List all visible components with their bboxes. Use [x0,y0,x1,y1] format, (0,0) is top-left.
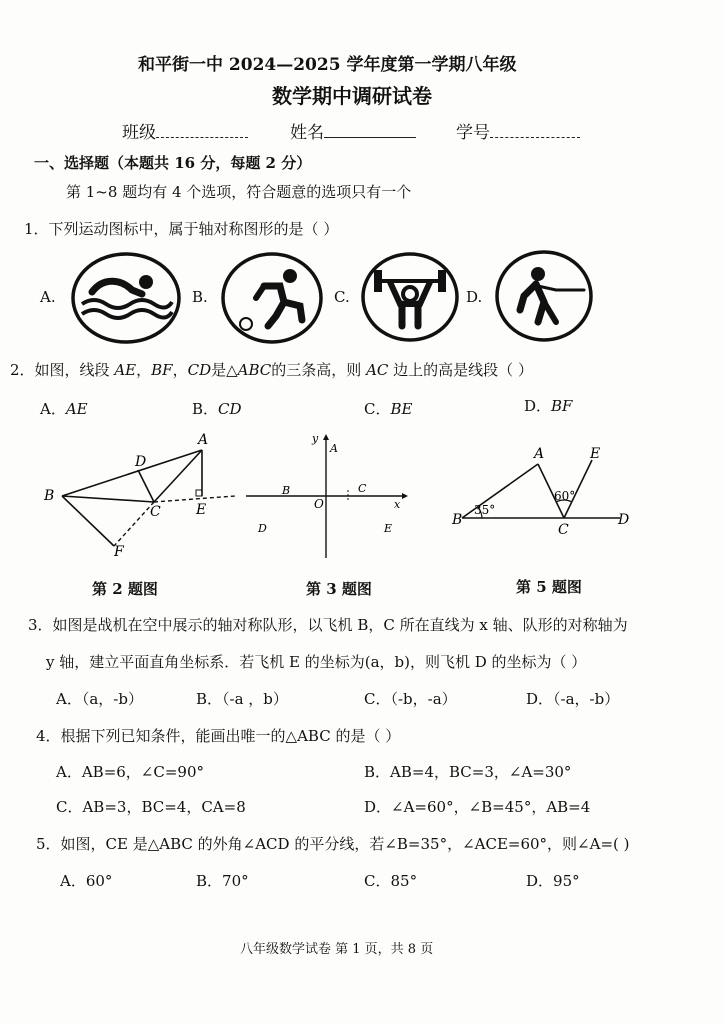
figure-3-caption: 第 3 题图 [306,580,372,598]
fig3-label-c: C [358,482,367,495]
q4-option-d: D．∠A=60°，∠B=45°，AB=4 [364,798,591,816]
class-field [122,118,248,143]
swimming-icon [70,252,182,344]
q2-stem-mid: 是△ [211,361,238,379]
fig3-label-e: E [384,522,393,535]
q4-option-c: C．AB=3，BC=4，CA=8 [56,798,246,816]
q2-seg-ae: AE [114,361,137,379]
q5-option-c: C．85° [364,872,418,890]
fig3-label-y: y [312,432,319,445]
id-blank [490,121,580,138]
fig2-label-f: F [114,544,124,560]
q2-seg-ac: AC [366,361,389,379]
fig2-label-e: E [196,502,207,518]
figure-5-diagram [452,446,642,546]
q2-seg-bf: BF [151,361,173,379]
fig2-label-a: A [198,432,209,448]
q2-option-c: C．BE [364,400,413,418]
figure-2-caption: 第 2 题图 [92,580,158,598]
figure-3-diagram [238,428,418,568]
q3-option-a: A．（a，-b） [56,690,143,708]
fig2-label-d: D [135,454,147,470]
name-blank [324,121,416,138]
q3-option-d: D．（-a，-b） [526,690,620,708]
fig3-label-a: A [330,442,338,455]
q3-option-b: B．（-a ，b） [196,690,288,708]
q5-option-a: A．60° [60,872,113,890]
fig5-label-a: A [534,446,545,462]
name-label: 姓名 [290,123,324,143]
fig5-label-e: E [590,446,601,462]
figure-2-diagram [40,428,250,568]
exam-title-line2: 数学期中调研试卷 [272,84,432,108]
q2-option-b: B．CD [192,400,242,418]
q3-option-c: C．（-b，-a） [364,690,457,708]
q2-stem-mid2: 的三条高，则 [271,361,362,379]
q4-option-a: A．AB=6，∠C=90° [56,763,205,781]
class-label: 班级 [122,123,156,143]
q2-tri: ABC [237,361,272,379]
fig3-label-b: B [282,484,291,497]
id-label: 学号 [456,123,490,143]
q5-stem: 5．如图，CE 是△ABC 的外角∠ACD 的平分线，若∠B=35°，∠ACE=60°，则∠A=( ) [36,835,630,853]
fig2-label-c: C [150,504,161,520]
q2-option-d: D．BF [524,397,573,415]
fig3-label-o: O [314,497,324,511]
q3-line1: 3．如图是战机在空中展示的轴对称队形，以飞机 B，C 所在直线为 x 轴、队形的对称轴为 [28,616,628,634]
fig5-label-c: C [558,522,569,538]
q1-stem: 1．下列运动图标中，属于轴对称图形的是（ ） [24,220,339,238]
id-field [456,118,580,143]
q2-stem-post: 边上的高是线段（ ） [393,361,533,379]
class-blank [156,121,248,138]
q2-stem-pre: 2．如图，线段 [10,361,110,379]
q2-option-a: A．AE [40,400,88,418]
section1-heading: 一、选择题（本题共 16 分，每题 2 分） [34,154,312,172]
q2-seg-cd: CD [187,361,212,379]
fencing-icon [494,250,594,342]
name-field [290,118,416,143]
fig5-label-d: D [618,512,630,528]
fig3-label-d: D [258,522,267,535]
q1-option-c-label: C. [334,288,350,306]
q5-option-d: D．95° [526,872,580,890]
weightlifting-icon [360,252,460,342]
q2-stem: 2．如图，线段 AE，BF，CD是△ABC的三条高，则 AC 边上的高是线段（ ） [10,361,533,379]
q1-option-d-label: D. [466,288,483,306]
figure-5-caption: 第 5 题图 [516,578,582,596]
fig2-label-b: B [44,488,55,504]
section1-instruction: 第 1~8 题均有 4 个选项，符合题意的选项只有一个 [66,183,412,201]
q4-stem: 4．根据下列已知条件，能画出唯一的△ABC 的是（ ） [36,727,401,745]
fig5-label-b: B [452,512,463,528]
q5-option-b: B．70° [196,872,249,890]
fig5-angle-b: 35° [474,503,496,517]
page-footer: 八年级数学试卷 第 1 页，共 8 页 [240,942,434,957]
q1-option-a-label: A. [40,288,56,306]
exam-title-line1: 和平街一中 2024—2025 学年度第一学期八年级 [138,55,517,75]
fig3-label-x: x [394,498,401,511]
q1-option-b-label: B. [192,288,208,306]
q4-option-b: B．AB=4，BC=3，∠A=30° [364,763,572,781]
q3-line2: y 轴，建立平面直角坐标系．若飞机 E 的坐标为(a，b)，则飞机 D 的坐标为（ ） [46,653,587,671]
fig5-angle-c: 60° [554,489,576,503]
running-icon [220,252,324,344]
